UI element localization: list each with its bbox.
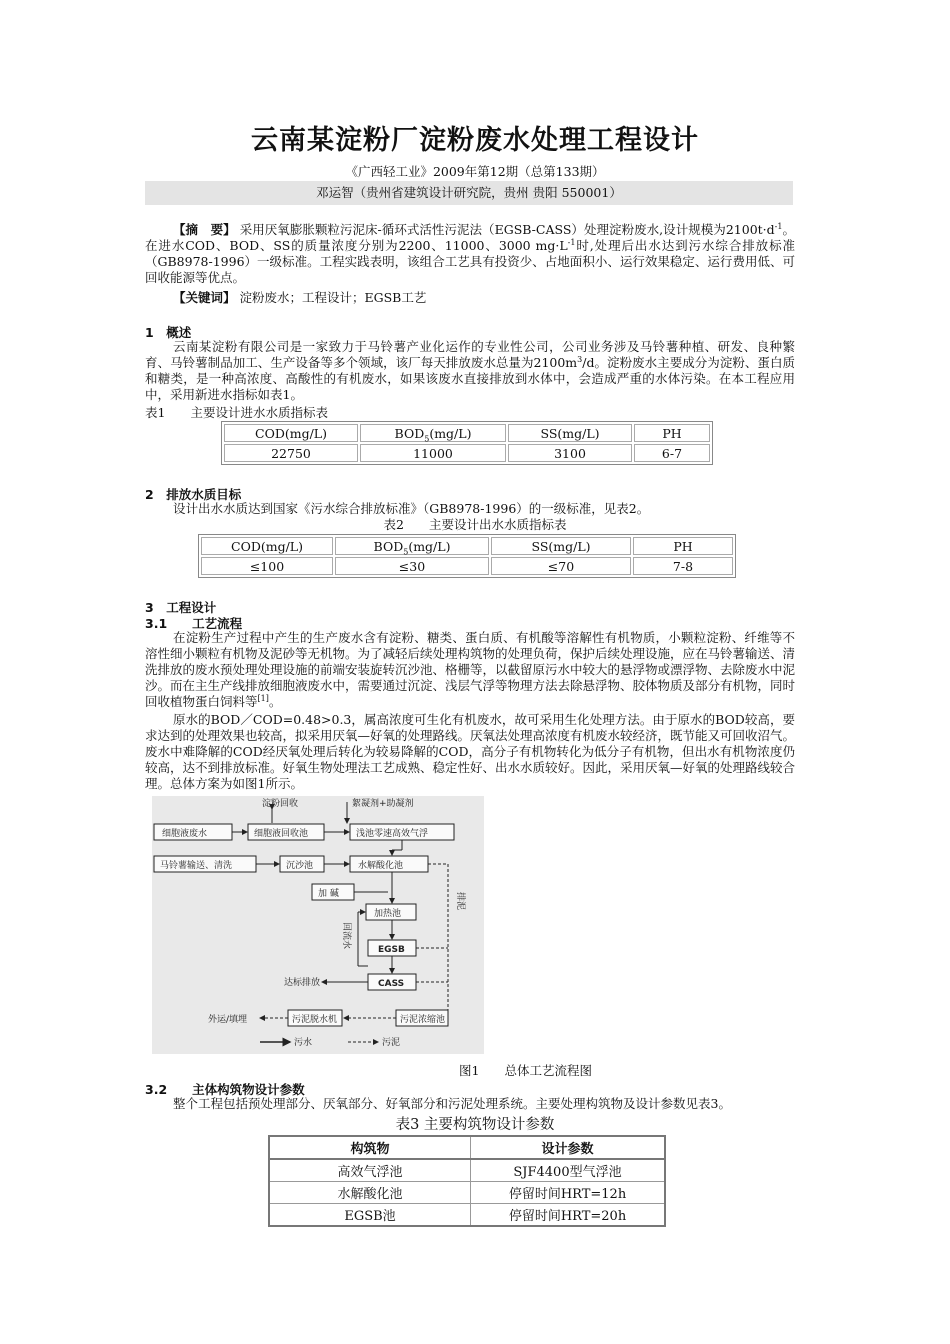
thicken-label: 污泥浓缩池	[400, 1015, 446, 1025]
bod-subscript: 5	[403, 547, 409, 556]
section-3-2-body: 整个工程包括预处理部分、厌氧部分、好氧部分和污泥处理系统。主要处理构筑物及设计参数见表3。	[173, 1096, 731, 1111]
abstract-text-c: 时,处理后出水达到污水综合排放标准（GB8978-1996）一级标准。工程实践表明，该组合工艺具有投资少、占地面积小、运行效果稳定、运行费用低、可回收能源等优点。	[145, 238, 795, 285]
table-cell: SS(mg/L)	[491, 537, 631, 555]
table-cell: ≤30	[335, 557, 489, 575]
table-2-caption: 表2 主要设计出水水质指标表	[383, 517, 567, 532]
sludge-drain-label: 排泥	[455, 892, 465, 911]
table-row	[269, 1182, 665, 1204]
table-cell: ≤100	[201, 557, 333, 575]
process-flow-figure	[152, 796, 484, 1054]
abstract-text-a: 采用厌氧膨胀颗粒污泥床-循环式活性污泥法（EGSB-CASS）处理淀粉废水,设计规模为2100t·d	[239, 222, 775, 237]
s1-text-a: 云南某淀粉有限公司是一家致力于马铃薯产业化运作的专业性公司，公司业务涉及马铃薯种植、研发、良种繁育、马铃薯制品加工、生产设备等多个领域，该厂每天排放废水总量为2100m	[145, 339, 795, 370]
table-cell: 停留时间HRT=20h	[471, 1204, 666, 1227]
cass-label: CASS	[378, 979, 405, 989]
discharge-label: 达标排放	[284, 978, 321, 988]
table-1-caption: 表1 主要设计进水水质指标表	[145, 405, 328, 420]
bod-unit: (mg/L)	[408, 538, 451, 554]
keywords-label: 【关键词】	[173, 290, 236, 305]
reflux-label: 回流水	[341, 922, 351, 950]
section-3-heading: 3 工程设计	[145, 600, 217, 615]
author-line: 邓运智（贵州省建筑设计研究院，贵州 贵阳 550001）	[145, 181, 793, 205]
hydrolysis-label: 水解酸化池	[358, 861, 404, 871]
starch-recovery-label: 淀粉回收	[262, 799, 299, 809]
table-row	[224, 424, 710, 442]
s1-exp: 3	[577, 354, 583, 364]
s3-p1-end: 。	[268, 694, 282, 709]
paper-title: 云南某淀粉厂淀粉废水处理工程设计	[251, 125, 699, 156]
table-cell	[335, 537, 489, 555]
table-cell: SS(mg/L)	[508, 424, 632, 442]
heating-label: 加热池	[374, 909, 402, 919]
table-row	[269, 1204, 665, 1227]
keywords-text: 淀粉废水；工程设计；EGSB工艺	[239, 290, 427, 305]
table-cell: PH	[633, 537, 733, 555]
table-header-cell: 设计参数	[471, 1136, 666, 1159]
grit-label: 沉沙池	[286, 861, 314, 871]
abstract-label: 【摘 要】	[173, 222, 236, 237]
table-cell: ≤70	[491, 557, 631, 575]
legend-sludge-label: 污泥	[382, 1038, 401, 1048]
table-row	[224, 444, 710, 462]
table-cell: EGSB池	[269, 1204, 471, 1227]
dewater-label: 污泥脱水机	[292, 1015, 338, 1025]
table-cell: 停留时间HRT=12h	[471, 1182, 666, 1204]
table-header-cell: 构筑物	[269, 1136, 471, 1159]
table-2	[198, 534, 736, 578]
table-cell: 3100	[508, 444, 632, 462]
table-cell: 水解酸化池	[269, 1182, 471, 1204]
table-1	[221, 421, 713, 465]
section-3-1-para-2: 原水的BOD／COD=0.48>0.3，属高浓度可生化有机废水，故可采用生化处理方法。由于原水的BOD较高，要求达到的处理效果也较高，拟采用厌氧—好氧的处理路线。厌氧法处理高浓度有机废水较经济，既节能又可回收沼气。废水中难降解的COD经厌氧处理后转化为较易降解的COD，高分子有机物转化为低分子有机物，但出水有机物浓度仍较高，达不到排放标准。好氧生物处理法工艺成熟、稳定性好、出水水质较好。因此，采用厌氧—好氧的处理路线较合理。总体方案为如图1所示。	[145, 712, 796, 791]
section-2-body: 设计出水水质达到国家《污水综合排放标准》（GB8978-1996）的一级标准，见表2。	[173, 501, 650, 516]
abstract-text-b: 。在进水COD、BOD、SS的质量浓度分别为2200、11000、3000 mg·L	[145, 222, 795, 253]
alkali-label: 加 碱	[318, 889, 339, 899]
potato-wash-label: 马铃薯输送、清洗	[160, 861, 233, 871]
figure-1-caption: 图1 总体工艺流程图	[459, 1063, 592, 1078]
section-3-1-heading: 3.1 工艺流程	[145, 616, 243, 631]
egsb-label: EGSB	[378, 945, 405, 955]
s1-text-b: /d。淀粉废水主要成分为淀粉、蛋白质和糖类，是一种高浓度、高酸性的有机废水，如果该废水直接排放到水体中，会造成严重的水体污染。在本工程应用中，采用新进水指标如表1。	[145, 355, 795, 402]
bod-unit: (mg/L)	[429, 425, 472, 441]
table-row	[269, 1159, 665, 1182]
abstract-exp-2: -1	[567, 237, 576, 247]
section-2-heading: 2 排放水质目标	[145, 487, 242, 502]
table-3	[268, 1135, 666, 1227]
table-cell: SJF4400型气浮池	[471, 1159, 666, 1182]
flotation-label: 浅池零速高效气浮	[356, 829, 429, 839]
s3-p1-text: 在淀粉生产过程中产生的生产废水含有淀粉、糖类、蛋白质、有机酸等溶解性有机物质，小颗粒淀粉、纤维等不溶性细小颗粒有机物及泥砂等无机物。为了减轻后续处理构筑物的处理负荷，保护后续处理设施，应在马铃薯输送、清洗排放的废水预处理处理设施的前端安装旋转沉沙池、格栅等，以截留原污水中较大的悬浮物或漂浮物、去除废水中泥沙。而在主生产线排放细胞液废水中，需要通过沉淀、浅层气浮等物理方法去除悬浮物、胶体物质及部分有机物，同时回收植物蛋白饲料等	[145, 630, 796, 709]
table-cell: 22750	[224, 444, 358, 462]
bod-label: BOD	[373, 538, 404, 554]
bod-subscript: 5	[424, 434, 430, 443]
legend-water-label: 污水	[294, 1038, 313, 1048]
table-cell: 7-8	[633, 557, 733, 575]
table-cell: COD(mg/L)	[224, 424, 358, 442]
table-cell: COD(mg/L)	[201, 537, 333, 555]
section-1-body	[145, 339, 795, 403]
table-3-caption: 表3 主要构筑物设计参数	[395, 1117, 555, 1133]
table-cell: 高效气浮池	[269, 1159, 471, 1182]
section-3-1-para-1	[145, 630, 795, 710]
abstract	[145, 222, 795, 286]
flow-diagram-svg	[152, 796, 484, 1054]
table-cell	[360, 424, 506, 442]
table-cell: 11000	[360, 444, 506, 462]
coagulant-label: 絮凝剂+助凝剂	[352, 799, 414, 809]
table-row	[201, 557, 733, 575]
table-row	[201, 537, 733, 555]
section-3-2-heading: 3.2 主体构筑物设计参数	[145, 1082, 305, 1097]
abstract-exp-1: -1	[774, 221, 783, 231]
bod-label: BOD	[394, 425, 425, 441]
transport-label: 外运/填埋	[208, 1015, 248, 1025]
table-cell: 6-7	[634, 444, 710, 462]
cell-fluid-label: 细胞液废水	[162, 829, 208, 839]
cell-recovery-label: 细胞液回收池	[254, 829, 309, 839]
keywords	[145, 290, 795, 306]
table-header-row	[269, 1136, 665, 1159]
journal-info: 《广西轻工业》2009年第12期（总第133期）	[345, 164, 605, 179]
citation-ref: [1]	[257, 693, 269, 703]
table-cell: PH	[634, 424, 710, 442]
section-1-heading: 1 概述	[145, 325, 192, 340]
